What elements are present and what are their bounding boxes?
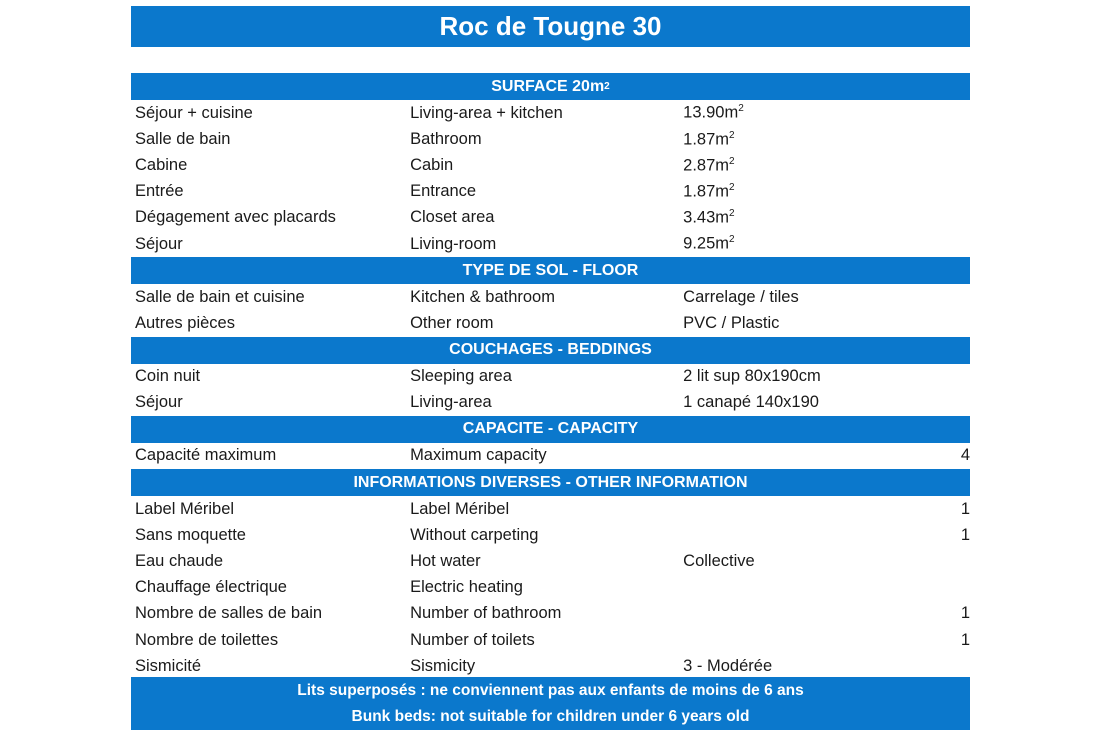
superscript: 2 [738,103,744,115]
label-en: Electric heating [410,578,523,597]
value-cell [683,657,830,676]
label-en: Maximum capacity [410,446,547,465]
count-cell: 1 [960,604,971,623]
superscript: 2 [729,155,735,167]
value-cell [683,130,830,150]
value-text: 2 lit sup 80x190cm [683,367,821,386]
table-row [131,284,970,310]
label-fr: Séjour + cuisine [135,103,253,122]
label-en: Living-area + kitchen [410,103,563,122]
label-fr: Label Méribel [135,499,235,518]
table-row [131,390,970,416]
table-row [131,364,970,390]
value-cell [683,393,830,412]
label-en: Sismicity [410,656,476,675]
label-en: Cabin [410,155,454,174]
table-row [131,231,970,257]
table-row [131,126,970,152]
value-cell [683,156,830,176]
superscript: 2 [729,208,735,220]
value-text: 3 - Modérée [683,656,773,675]
footer-warning [131,677,970,730]
value-text: 9.25m [683,234,730,253]
count-cell: 1 [960,525,971,544]
label-en: Hot water [410,552,481,571]
table-row [131,627,970,653]
label-en: Closet area [410,208,495,227]
table-row [131,575,970,601]
footer-line-fr: Lits superposés : ne conviennent pas aux enfants de moins de 6 ans [297,681,804,699]
label-en: Sleeping area [410,367,512,386]
table-row [131,310,970,336]
superscript: 2 [729,234,735,246]
value-text: 1.87m [683,130,730,149]
value-text: 1 canapé 140x190 [683,393,819,412]
label-en: Entrance [410,182,477,201]
value-cell [683,103,830,123]
table-row [131,522,970,548]
value-cell [683,208,830,228]
section-header-floor: TYPE DE SOL - FLOOR [131,257,970,284]
label-fr: Séjour [135,234,183,253]
superscript: 2 [729,181,735,193]
value-cell [683,288,830,307]
value-cell [683,314,830,333]
label-fr: Salle de bain [135,129,231,148]
label-en: Bathroom [410,129,482,148]
section-header-info: INFORMATIONS DIVERSES - OTHER INFORMATION [131,469,970,496]
value-cell [683,552,830,571]
table-row [131,653,970,679]
info-rows [131,496,970,679]
label-fr: Nombre de toilettes [135,630,279,649]
beddings-rows [131,364,970,416]
value-text: 13.90m [683,103,739,122]
label-en: Living-room [410,234,497,253]
value-text: Collective [683,552,755,571]
section-header-label: SURFACE 20m [491,77,605,95]
label-fr: Chauffage électrique [135,578,287,597]
table-row [131,548,970,574]
label-fr: Autres pièces [135,313,235,332]
value-cell [683,182,830,202]
table-row [131,443,970,469]
value-cell [683,367,830,386]
section-header-surface [131,73,970,100]
table-row [131,205,970,231]
value-text: 1.87m [683,182,730,201]
label-en: Number of toilets [410,630,535,649]
section-header-capacity: CAPACITE - CAPACITY [131,416,970,443]
label-en: Without carpeting [410,525,539,544]
label-fr: Coin nuit [135,367,201,386]
table-row [131,152,970,178]
label-fr: Cabine [135,155,188,174]
value-cell [683,234,830,254]
label-en: Other room [410,313,494,332]
label-fr: Sans moquette [135,525,246,544]
capacity-rows [131,443,970,469]
label-fr: Salle de bain et cuisine [135,287,305,306]
footer-line-en: Bunk beds: not suitable for children under 6 years old [351,707,750,725]
table-row [131,100,970,126]
count-cell: 1 [960,630,971,649]
value-text: PVC / Plastic [683,313,780,332]
superscript: 2 [729,129,735,141]
label-fr: Nombre de salles de bain [135,604,323,623]
section-header-beddings: COUCHAGES - BEDDINGS [131,337,970,364]
value-text: 2.87m [683,156,730,175]
table-row [131,179,970,205]
value-text: Carrelage / tiles [683,287,799,306]
count-cell: 4 [960,446,971,465]
label-fr: Dégagement avec placards [135,208,336,227]
surface-rows [131,100,970,257]
table-row [131,601,970,627]
count-cell: 1 [960,499,971,518]
floor-rows [131,284,970,336]
table-row [131,496,970,522]
label-en: Kitchen & bathroom [410,287,555,306]
value-text: 3.43m [683,208,730,227]
label-fr: Séjour [135,393,183,412]
label-fr: Entrée [135,182,184,201]
label-en: Number of bathroom [410,604,562,623]
property-table [131,73,970,679]
page-title: Roc de Tougne 30 [131,6,970,47]
label-en: Label Méribel [410,499,510,518]
label-fr: Capacité maximum [135,446,277,465]
label-fr: Eau chaude [135,552,224,571]
superscript: 2 [604,81,610,92]
label-en: Living-area [410,393,492,412]
label-fr: Sismicité [135,656,202,675]
